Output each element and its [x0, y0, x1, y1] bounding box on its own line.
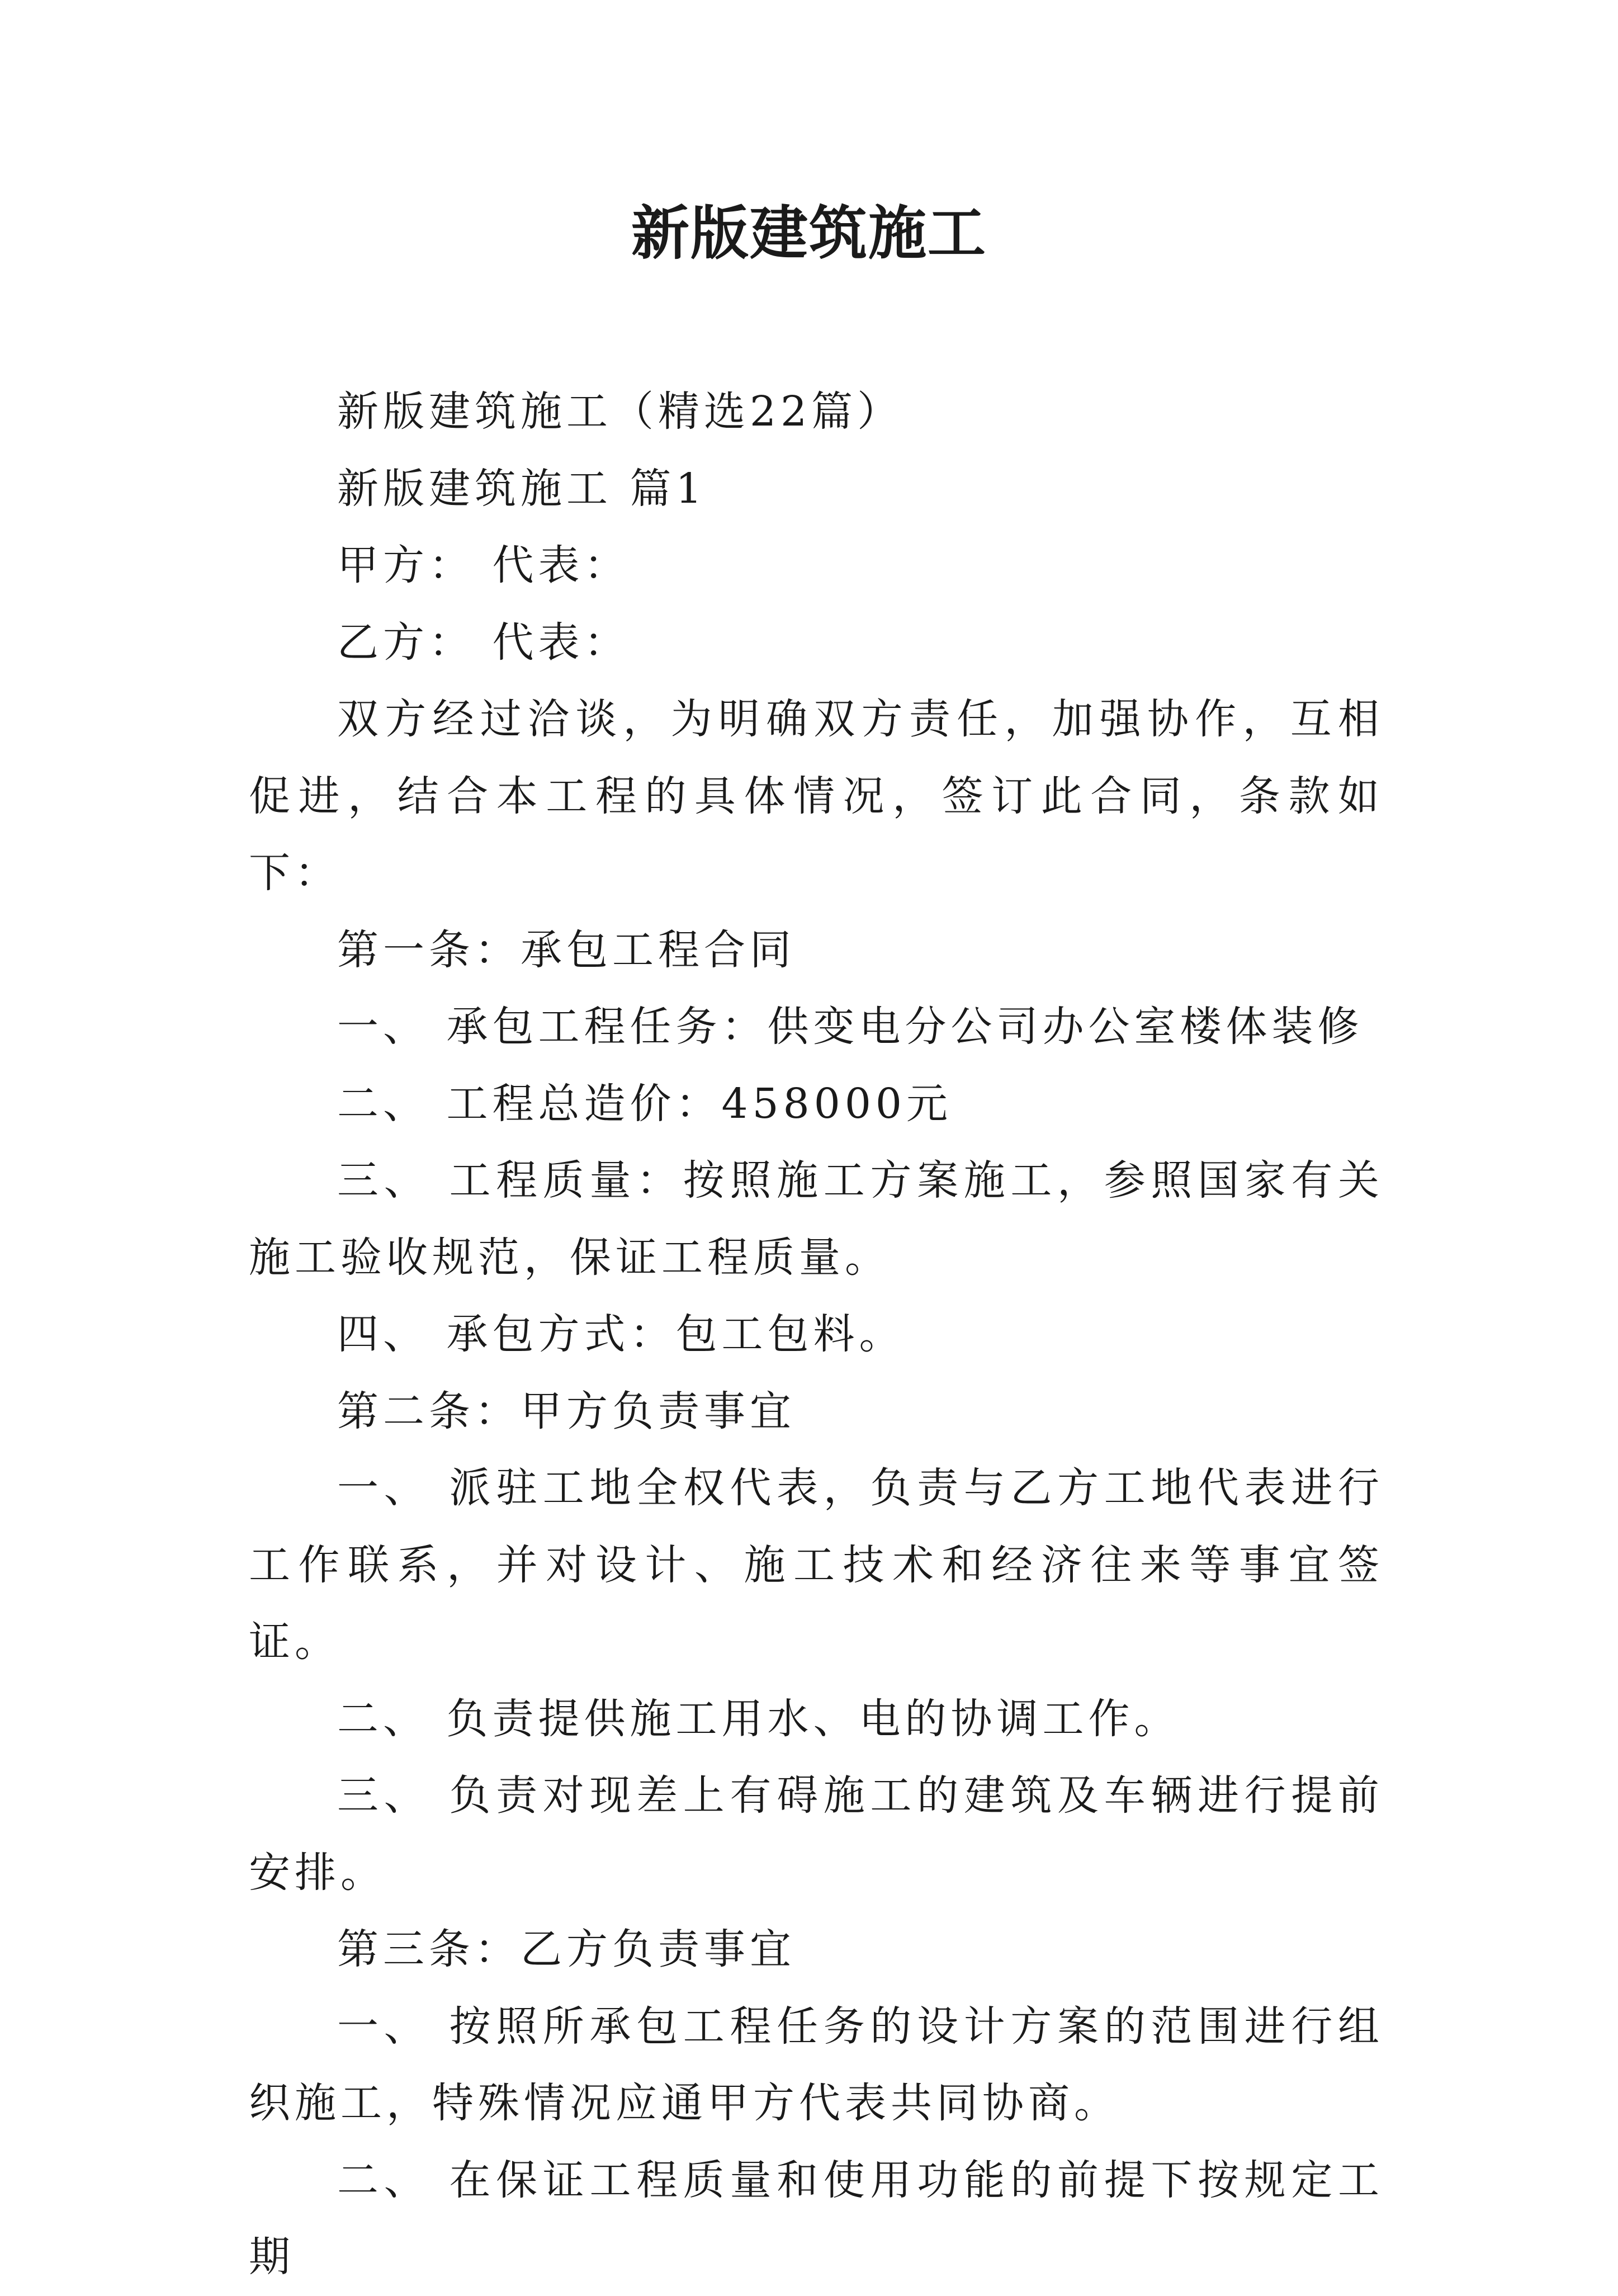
paragraph-section-heading: 新版建筑施工 篇1	[337, 464, 707, 513]
paragraph-party-a: 甲方： 代表：	[337, 541, 630, 589]
paragraph-party-b: 乙方： 代表：	[337, 618, 630, 667]
paragraph-preamble: 双方经过洽谈，为明确双方责任，加强协作，互相促进，结合本工程的具体情况，签订此合同，条款如下：	[249, 695, 1384, 897]
paragraph-article-3-item-2: 二、 在保证工程质量和使用功能的前提下按规定工期	[249, 2156, 1384, 2281]
paragraph-subtitle: 新版建筑施工（精选22篇）	[337, 388, 903, 436]
paragraph-article-1-item-3: 三、 工程质量：按照施工方案施工，参照国家有关施工验收规范，保证工程质量。	[249, 1156, 1384, 1282]
paragraph-article-1-item-1: 一、 承包工程任务：供变电分公司办公室楼体装修	[337, 1003, 1364, 1051]
paragraph-article-1: 第一条：承包工程合同	[337, 925, 796, 974]
paragraph-article-2-item-2: 二、 负责提供施工用水、电的协调工作。	[337, 1694, 1180, 1743]
document-body	[249, 374, 1384, 2296]
paragraph-article-2-item-1: 一、 派驻工地全权代表，负责与乙方工地代表进行工作联系，并对设计、施工技术和经济往来等事宜签证。	[249, 1464, 1384, 1666]
paragraph-article-3-item-1: 一、 按照所承包工程任务的设计方案的范围进行组织施工，特殊情况应通甲方代表共同协商。	[249, 2002, 1384, 2127]
document-title: 新版建筑施工	[631, 199, 987, 267]
paragraph-article-1-item-4: 四、 承包方式：包工包料。	[337, 1310, 905, 1358]
paragraph-article-2-item-3: 三、 负责对现差上有碍施工的建筑及车辆进行提前安排。	[249, 1771, 1384, 1897]
paragraph-article-3: 第三条：乙方负责事宜	[337, 1925, 796, 1973]
paragraph-article-1-item-2: 二、 工程总造价：458000元	[337, 1079, 953, 1128]
paragraph-article-2: 第二条：甲方负责事宜	[337, 1387, 796, 1435]
